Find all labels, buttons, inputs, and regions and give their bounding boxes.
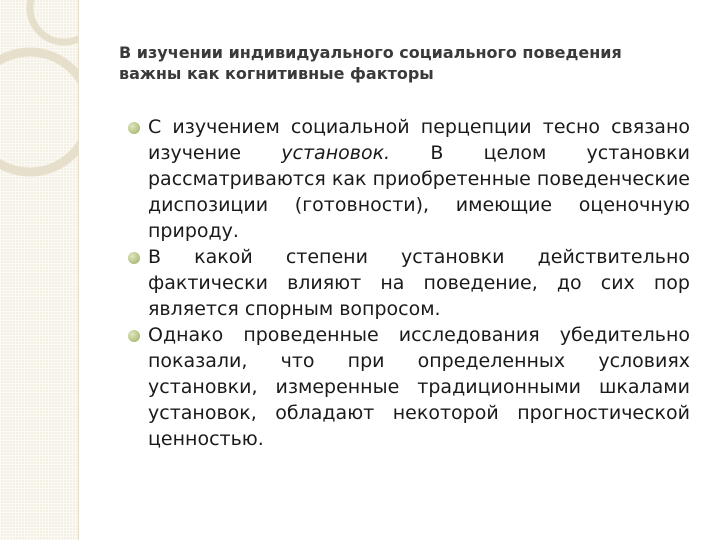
bullet-text: Однако проведенные исследования убедительно показали, что при определенных условиях установки, измеренные традиционными шкалами установок, обладают некоторой прогностической ценностью. <box>148 324 690 450</box>
bullet-item-attitudes <box>128 114 690 244</box>
bullet-text-part: В целом установки рассматриваются как приобретенные поведенческие диспозиции (готовности), имеющие оценочную природу. <box>148 142 690 242</box>
decorative-ring-small <box>30 0 78 42</box>
bullet-icon <box>128 122 140 134</box>
bullet-list <box>128 114 690 452</box>
bullet-emphasis: установок. <box>281 142 391 164</box>
bullet-text: В какой степени установки действительно фактически влияют на поведение, до сих пор является спорным вопросом. <box>148 246 690 320</box>
bullet-text-part: С изучением социальной перцепции тесно связано изучение <box>148 116 690 164</box>
strip-divider <box>78 0 79 540</box>
bullet-item-research <box>128 322 690 452</box>
slide-title: В изучении индивидуального социального поведения важны как когнитивные факторы <box>119 43 622 83</box>
bullet-icon <box>128 252 140 264</box>
decorative-side-strip <box>0 0 78 540</box>
bullet-icon <box>128 330 140 342</box>
decorative-ring-large <box>0 52 78 172</box>
decorative-rings <box>0 0 78 540</box>
bullet-item-influence <box>128 244 690 322</box>
